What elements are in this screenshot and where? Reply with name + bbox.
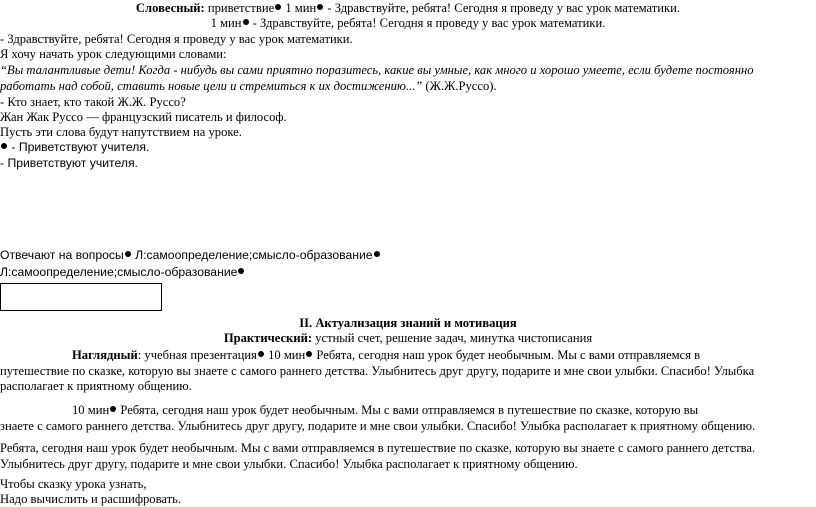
bullet-icon: [1, 143, 7, 149]
bullet-icon: [374, 251, 380, 257]
empty-table-cell: [0, 283, 162, 311]
bullet-icon: [238, 268, 244, 274]
poem-line-1: Чтобы сказку урока узнать,: [0, 477, 147, 491]
motto: Пусть эти слова будут напутствием на уроке.: [0, 125, 242, 139]
paragraph-3-line-1: Ребята, сегодня наш урок будет необычным. Мы с вами отправляемся в путешествие по сказке, которую вы знаете с самого раннего детства.: [0, 441, 756, 455]
quote-author: (Ж.Ж.Руссо).: [422, 79, 497, 93]
answer: Жан Жак Руссо — французский писатель и философ.: [0, 110, 287, 124]
greet-teacher-2: - Приветствуют учителя.: [0, 156, 138, 170]
question: - Кто знает, кто такой Ж.Ж. Руссо?: [0, 95, 186, 109]
bullet-icon: [125, 251, 131, 257]
visual-line-3: располагает к приятному общению.: [0, 379, 192, 393]
paragraph-2-line-2: знаете с самого раннего детства. Улыбнитесь друг другу, подарите и мне свои улыбки. Спасибо! Улыбка располагает к приятному общению.: [0, 419, 756, 433]
practical-line: Практический: устный счет, решение задач, минутка чистописания: [223, 331, 593, 345]
header-line-2: 1 мин - Здравствуйте, ребята! Сегодня я проведу у вас урок математики.: [210, 16, 606, 30]
paragraph-2-line-1: 10 мин Ребята, сегодня наш урок будет необычным. Мы с вами отправляемся в путешествие по сказке, которую вы: [72, 403, 699, 417]
verbal-label: Словесный:: [135, 1, 205, 15]
visual-line-2: путешествие по сказке, которую вы знаете с самого раннего детства. Улыбнитесь друг другу, подарите и мне свои улыбки. Спасибо! Улыбка: [0, 364, 755, 378]
bullet-icon: [275, 4, 281, 10]
poem-line-2: Надо вычислить и расшифровать.: [0, 492, 182, 506]
quote-line-2: работать над собой, ставить новые цели и стремиться к их достижению...” (Ж.Ж.Руссо).: [0, 79, 497, 93]
header-line-1: Словесный: приветствие 1 мин - Здравствуйте, ребята! Сегодня я проведу у вас урок математики.: [135, 1, 681, 15]
practical-label: Практический:: [223, 331, 313, 345]
intro-greeting: - Здравствуйте, ребята! Сегодня я проведу у вас урок математики.: [0, 32, 353, 46]
greet-teacher-1: - Приветствуют учителя.: [0, 140, 149, 155]
intro-start: Я хочу начать урок следующими словами:: [0, 47, 227, 61]
bullet-icon: [306, 351, 312, 357]
quote-line-1: “Вы талантливые дети! Когда - нибудь вы сами приятно поразитесь, какие вы умные, как много и хорошо умеете, если будете постоянно: [0, 63, 754, 77]
visual-line-1: Наглядный: учебная презентация 10 мин Ребята, сегодня наш урок будет необычным. Мы с вами отправляемся в: [72, 348, 701, 362]
bullet-icon: [243, 19, 249, 25]
bullet-icon: [258, 351, 264, 357]
paragraph-3-line-2: Улыбнитесь друг другу, подарите и мне свои улыбки. Спасибо! Улыбка располагает к приятному общению.: [0, 457, 578, 471]
bullet-icon: [317, 4, 323, 10]
bullet-icon: [110, 406, 116, 412]
visual-label: Наглядный: [72, 348, 138, 362]
section-title: II. Актуализация знаний и мотивация: [299, 316, 517, 330]
answers-line-1: Отвечают на вопросы Л:самоопределение;смысло-образование: [0, 248, 381, 263]
answers-line-2: Л:самоопределение;смысло-образование: [0, 265, 245, 280]
